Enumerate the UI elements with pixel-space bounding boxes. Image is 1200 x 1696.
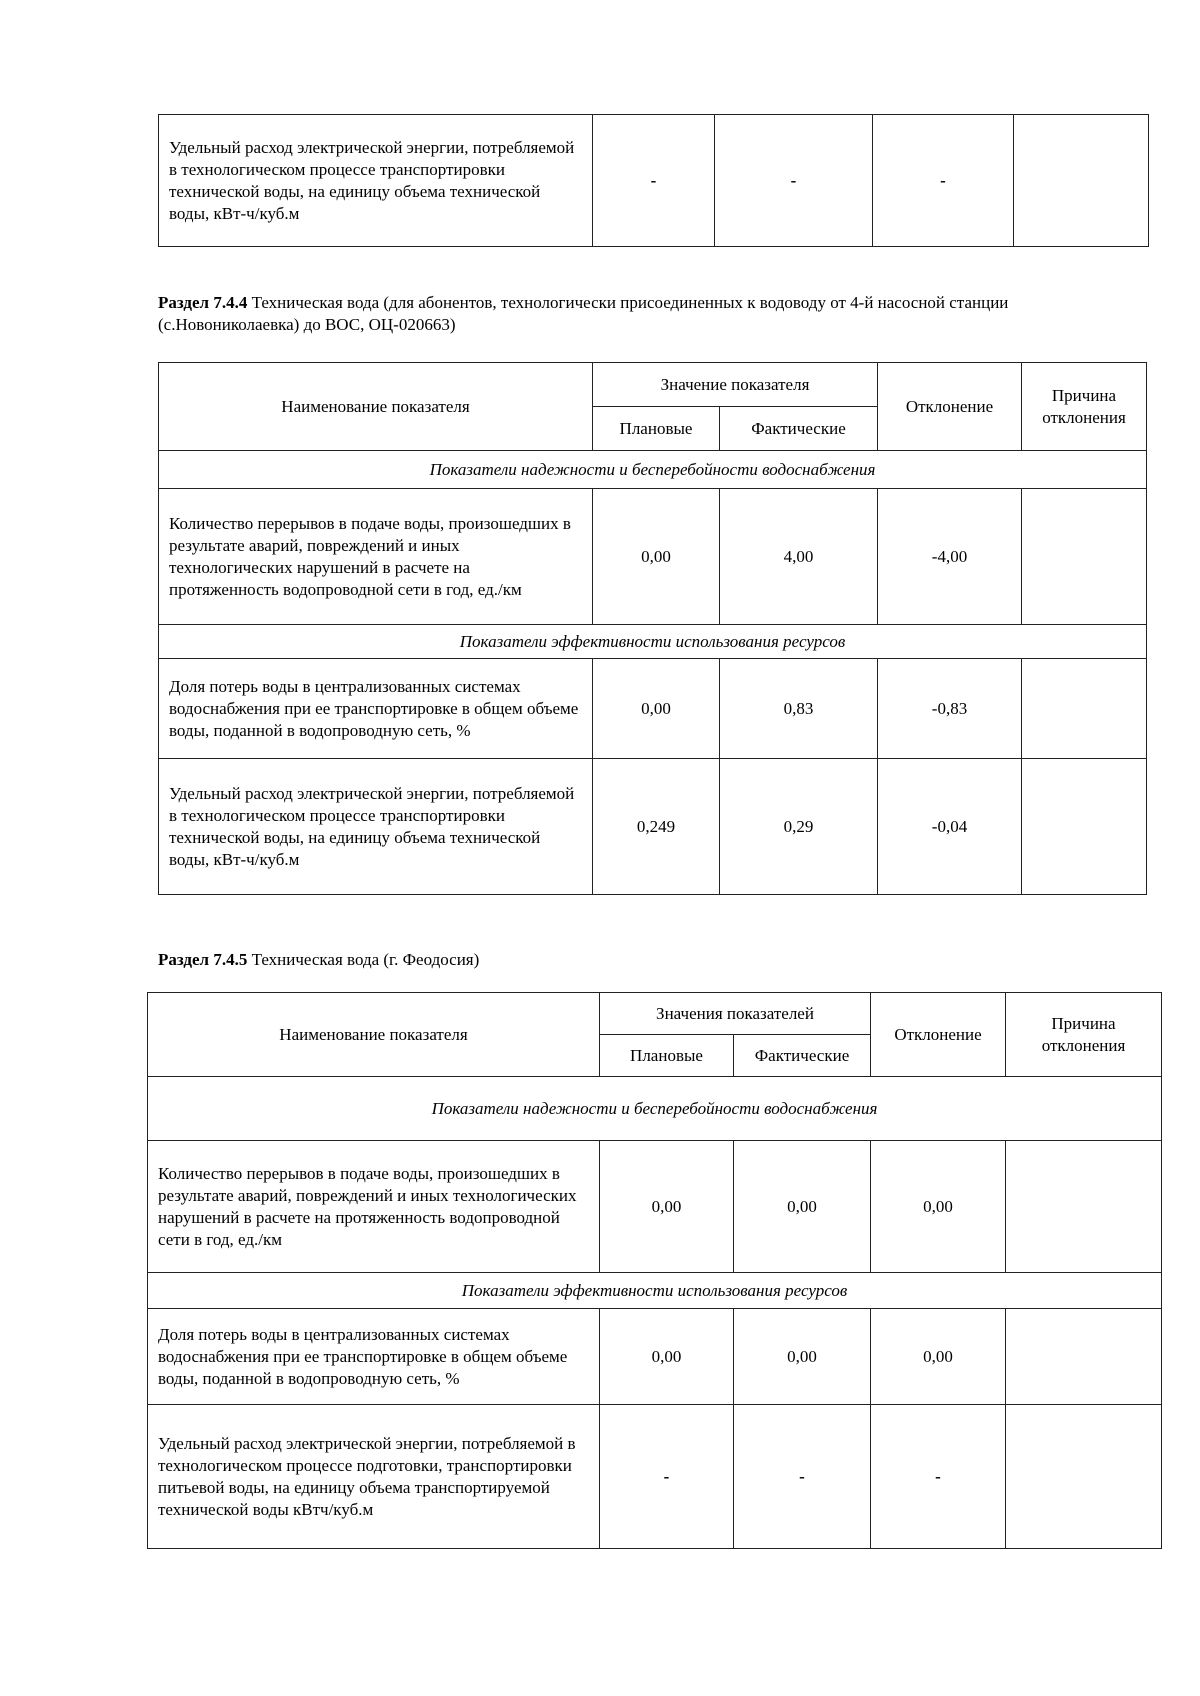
table-row	[148, 1309, 1162, 1405]
deviation-value: -0,04	[878, 759, 1022, 895]
plan-value: -	[600, 1405, 734, 1549]
table-header-row	[148, 993, 1162, 1035]
header-fact: Фактические	[720, 407, 878, 451]
indicator-name: Удельный расход электрической энергии, потребляемой в технологическом процессе транспортировки технической воды, на единицу объема технической воды, кВт-ч/куб.м	[159, 759, 593, 895]
fact-value: -	[734, 1405, 871, 1549]
subheader-reliability: Показатели надежности и бесперебойности водоснабжения	[148, 1077, 1162, 1141]
fact-value: 0,00	[734, 1141, 871, 1273]
deviation-value: 0,00	[871, 1309, 1006, 1405]
header-deviation: Отклонение	[878, 363, 1022, 451]
table-row	[159, 115, 1149, 247]
deviation-value: -0,83	[878, 659, 1022, 759]
indicator-name: Количество перерывов в подаче воды, произошедших в результате аварий, повреждений и иных технологических нарушений в расчете на протяженность водопроводной сети в год, ед./км	[148, 1141, 600, 1273]
table-header-row	[159, 363, 1147, 407]
plan-value: 0,00	[600, 1309, 734, 1405]
header-plan: Плановые	[593, 407, 720, 451]
fact-value: 4,00	[720, 489, 878, 625]
header-name: Наименование показателя	[159, 363, 593, 451]
indicator-name: Удельный расход электрической энергии, потребляемой в технологическом процессе подготовки, транспортировки питьевой воды, на единицу объема транспортируемой технической воды кВтч/куб.м	[148, 1405, 600, 1549]
reason-value	[1006, 1309, 1162, 1405]
header-reason: Причина отклонения	[1006, 993, 1162, 1077]
section-745-table	[147, 992, 1162, 1549]
table-row	[159, 659, 1147, 759]
deviation-value: -	[871, 1405, 1006, 1549]
reason-value	[1006, 1141, 1162, 1273]
deviation-value: -	[873, 115, 1014, 247]
indicator-name: Удельный расход электрической энергии, потребляемой в технологическом процессе транспортировки технической воды, на единицу объема технической воды, кВт-ч/куб.м	[159, 115, 593, 247]
plan-value: 0,00	[600, 1141, 734, 1273]
header-fact: Фактические	[734, 1035, 871, 1077]
table-row	[159, 759, 1147, 895]
header-reason: Причина отклонения	[1022, 363, 1147, 451]
subheader-efficiency: Показатели эффективности использования ресурсов	[159, 625, 1147, 659]
table-subheader-row	[148, 1273, 1162, 1309]
header-value-group: Значение показателя	[593, 363, 878, 407]
header-value-group: Значения показателей	[600, 993, 871, 1035]
section-745-title	[158, 949, 1118, 971]
header-deviation: Отклонение	[871, 993, 1006, 1077]
prev-table	[158, 114, 1149, 247]
indicator-name: Доля потерь воды в централизованных системах водоснабжения при ее транспортировке в общем объеме воды, поданной в водопроводную сеть, %	[159, 659, 593, 759]
deviation-value: -4,00	[878, 489, 1022, 625]
fact-value: -	[715, 115, 873, 247]
table-row	[148, 1141, 1162, 1273]
reason-value	[1022, 759, 1147, 895]
subheader-reliability: Показатели надежности и бесперебойности водоснабжения	[159, 451, 1147, 489]
section-745-text: Техническая вода (г. Феодосия)	[251, 950, 480, 969]
reason-value	[1014, 115, 1149, 247]
fact-value: 0,83	[720, 659, 878, 759]
deviation-value: 0,00	[871, 1141, 1006, 1273]
table-row	[148, 1405, 1162, 1549]
table-row	[159, 489, 1147, 625]
header-plan: Плановые	[600, 1035, 734, 1077]
plan-value: 0,249	[593, 759, 720, 895]
section-744-title	[158, 292, 1118, 336]
reason-value	[1022, 659, 1147, 759]
indicator-name: Доля потерь воды в централизованных системах водоснабжения при ее транспортировке в общем объеме воды, поданной в водопроводную сеть, %	[148, 1309, 600, 1405]
reason-value	[1022, 489, 1147, 625]
table-subheader-row	[159, 625, 1147, 659]
header-name: Наименование показателя	[148, 993, 600, 1077]
reason-value	[1006, 1405, 1162, 1549]
subheader-efficiency: Показатели эффективности использования ресурсов	[148, 1273, 1162, 1309]
plan-value: 0,00	[593, 489, 720, 625]
plan-value: -	[593, 115, 715, 247]
section-744-label: Раздел 7.4.4	[158, 293, 248, 312]
fact-value: 0,29	[720, 759, 878, 895]
indicator-name: Количество перерывов в подаче воды, произошедших в результате аварий, повреждений и иных технологических нарушений в расчете на протяженность водопроводной сети в год, ед./км	[159, 489, 593, 625]
plan-value: 0,00	[593, 659, 720, 759]
table-subheader-row	[159, 451, 1147, 489]
table-subheader-row	[148, 1077, 1162, 1141]
section-745-label: Раздел 7.4.5	[158, 950, 248, 969]
section-744-text: Техническая вода (для абонентов, технологически присоединенных к водоводу от 4-й насосной станции (с.Новониколаевка) до ВОС, ОЦ-020663)	[158, 293, 1009, 334]
fact-value: 0,00	[734, 1309, 871, 1405]
section-744-table	[158, 362, 1147, 895]
